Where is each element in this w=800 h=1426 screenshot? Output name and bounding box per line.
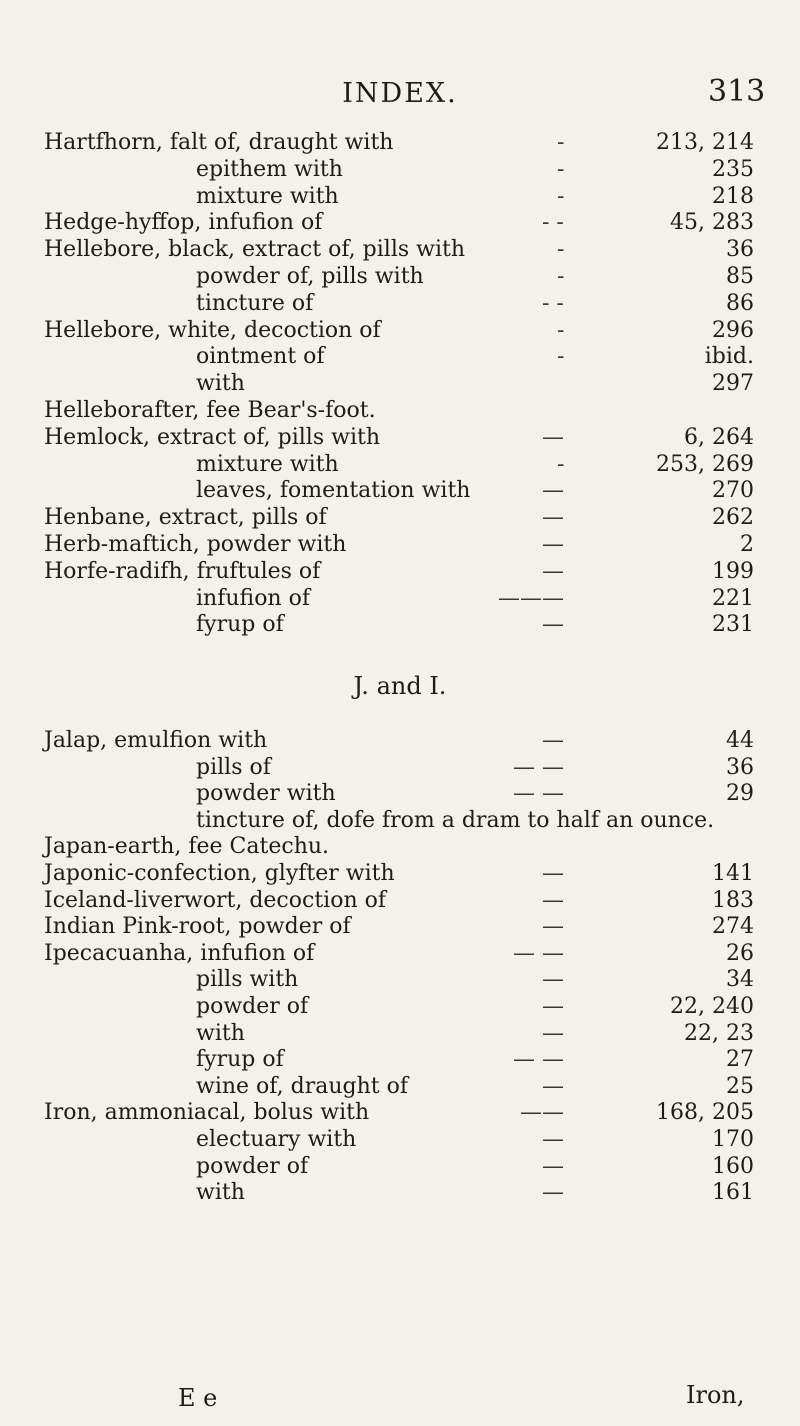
index-entry (44, 612, 764, 639)
entry-leader: — — (513, 754, 564, 780)
entry-text: Jalap, emulfion with (44, 728, 268, 753)
index-entry (44, 452, 764, 479)
entry-leader: — (542, 914, 564, 940)
entry-text: with (196, 371, 245, 397)
entry-text: Iceland-liverwort, decoction of (44, 887, 386, 913)
index-entry (44, 532, 764, 559)
page-reference: 296 (712, 317, 754, 343)
page-reference: 26 (726, 940, 754, 966)
index-entry (44, 371, 764, 398)
entry-text: powder of, pills with (196, 263, 424, 289)
entry-text: electuary with (196, 1126, 357, 1152)
page-reference: 168, 205 (656, 1100, 754, 1126)
index-entry (44, 398, 764, 425)
entry-text: powder of (196, 1153, 309, 1179)
entry-text: epithem with (196, 156, 343, 182)
page-reference: 262 (712, 505, 754, 531)
index-entry (44, 914, 764, 941)
index-entry (44, 184, 764, 211)
entry-leader: - (557, 237, 565, 263)
index-entry (44, 755, 764, 782)
entry-leader: - - (542, 210, 564, 236)
page-reference: 34 (726, 967, 754, 993)
entry-leader: - (557, 344, 565, 370)
entry-leader: - (557, 451, 565, 477)
page-reference: 213, 214 (656, 130, 754, 155)
page-reference: 270 (712, 478, 754, 504)
entry-leader: — (542, 860, 564, 886)
entry-text: Hellebore, white, decoction of (44, 317, 381, 343)
page-reference: 199 (712, 558, 754, 584)
entry-leader: — (542, 1073, 564, 1099)
entry-text: Hellebore, black, extract of, pills with (44, 237, 466, 263)
entry-text: with (196, 1020, 245, 1046)
entry-text: powder of (196, 993, 309, 1019)
index-entry (44, 130, 764, 157)
signature-mark: E e (178, 1384, 218, 1412)
index-entry (44, 264, 764, 291)
entry-text: mixture with (196, 183, 339, 209)
entry-leader: - (557, 130, 565, 155)
page-reference: 297 (712, 371, 754, 397)
entry-leader: — (542, 531, 564, 557)
index-entry (44, 1127, 764, 1154)
index-entry (44, 808, 764, 835)
entry-text: wine of, draught of (196, 1073, 408, 1099)
index-entry (44, 781, 764, 808)
page-reference: 6, 264 (684, 424, 754, 450)
index-entry (44, 1154, 764, 1181)
entry-text: pills with (196, 967, 299, 993)
index-entry (44, 1180, 764, 1207)
page-reference: 2 (740, 531, 754, 557)
page-reference: 36 (726, 237, 754, 263)
entry-text: ointment of (196, 344, 325, 370)
index-entry (44, 344, 764, 371)
entry-leader: — (542, 1126, 564, 1152)
entry-leader: - - (542, 290, 564, 316)
page-reference: 170 (712, 1126, 754, 1152)
entry-leader: — (542, 424, 564, 450)
entry-leader: — (542, 1020, 564, 1046)
page-reference: 183 (712, 887, 754, 913)
page-reference: 27 (726, 1047, 754, 1073)
entry-text: Iron, ammoniacal, bolus with (44, 1100, 370, 1126)
entry-text: mixture with (196, 451, 339, 477)
entry-text: with (196, 1180, 245, 1206)
running-head: INDEX. (342, 78, 458, 109)
index-entry (44, 728, 764, 755)
entry-leader: — — (513, 1047, 564, 1073)
entry-leader: - (557, 156, 565, 182)
index-entry (44, 291, 764, 318)
index-entry (44, 210, 764, 237)
entry-leader: — — (513, 940, 564, 966)
page-reference: 231 (712, 612, 754, 638)
entry-leader: — (542, 558, 564, 584)
index-entry (44, 505, 764, 532)
page-reference: 85 (726, 263, 754, 289)
page-reference: 29 (726, 781, 754, 807)
index-entry (44, 888, 764, 915)
index-entry (44, 157, 764, 184)
entry-leader: —— (520, 1100, 564, 1126)
index-section-h (44, 130, 764, 639)
page-reference: 36 (726, 754, 754, 780)
section-heading-j-and-i: J. and I. (353, 672, 447, 700)
entry-text: Henbane, extract, pills of (44, 505, 327, 531)
entry-leader: — (542, 887, 564, 913)
page-reference: 45, 283 (670, 210, 754, 236)
index-entry (44, 1100, 764, 1127)
index-entry (44, 559, 764, 586)
entry-leader: — (542, 967, 564, 993)
page-reference: 253, 269 (656, 451, 754, 477)
entry-text: pills of (196, 754, 271, 780)
entry-leader: — (542, 478, 564, 504)
page-reference: 218 (712, 183, 754, 209)
entry-text: Japonic-confection, glyfter with (44, 860, 395, 886)
page-reference: 22, 240 (670, 993, 754, 1019)
index-entry (44, 834, 764, 861)
entry-text: tincture of (196, 290, 314, 316)
index-entry (44, 237, 764, 264)
page-reference: 44 (726, 728, 754, 753)
entry-leader: - (557, 263, 565, 289)
entry-leader: — — (513, 781, 564, 807)
entry-text: Indian Pink-root, powder of (44, 914, 351, 940)
entry-text: powder with (196, 781, 336, 807)
page-reference: 86 (726, 290, 754, 316)
index-entry (44, 1021, 764, 1048)
entry-leader: — (542, 505, 564, 531)
entry-text: fyrup of (196, 612, 284, 638)
entry-leader: — (542, 728, 564, 753)
entry-text: leaves, fomentation with (196, 478, 471, 504)
index-entry (44, 1047, 764, 1074)
page-reference: 274 (712, 914, 754, 940)
page-reference: 235 (712, 156, 754, 182)
index-entry (44, 994, 764, 1021)
entry-text: Hartfhorn, falt of, draught with (44, 130, 394, 155)
index-entry (44, 861, 764, 888)
index-entry (44, 478, 764, 505)
index-section-j-i (44, 728, 764, 1207)
page-reference: 221 (712, 585, 754, 611)
entry-text: Herb-maftich, powder with (44, 531, 347, 557)
entry-text: Ipecacuanha, infufion of (44, 940, 315, 966)
index-entry (44, 318, 764, 345)
entry-text: Helleborafter, fee Bear's-foot. (44, 397, 376, 423)
page-reference: 22, 23 (684, 1020, 754, 1046)
entry-text: Horfe-radifh, fruftules of (44, 558, 321, 584)
page-reference: 141 (712, 860, 754, 886)
entry-leader: ——— (498, 585, 564, 611)
page-reference: 161 (712, 1180, 754, 1206)
entry-text: Hemlock, extract of, pills with (44, 424, 380, 450)
entry-text: tincture of, dofe from a dram to half an ounce. (196, 807, 715, 833)
entry-leader: — (542, 1180, 564, 1206)
index-entry (44, 967, 764, 994)
entry-text: Japan-earth, fee Catechu. (44, 834, 330, 860)
entry-leader: — (542, 993, 564, 1019)
entry-leader: — (542, 612, 564, 638)
entry-text: fyrup of (196, 1047, 284, 1073)
entry-leader: - (557, 183, 565, 209)
entry-leader: - (557, 317, 565, 343)
index-entry (44, 941, 764, 968)
page-reference: 160 (712, 1153, 754, 1179)
index-entry (44, 586, 764, 613)
index-entry (44, 425, 764, 452)
entry-text: Hedge-hyffop, infufion of (44, 210, 323, 236)
page-reference: ibid. (704, 344, 754, 370)
entry-leader: — (542, 1153, 564, 1179)
index-entry (44, 1074, 764, 1101)
page-reference: 25 (726, 1073, 754, 1099)
page-number: 313 (708, 74, 766, 109)
catchword: Iron, (686, 1381, 745, 1409)
entry-text: infufion of (196, 585, 310, 611)
